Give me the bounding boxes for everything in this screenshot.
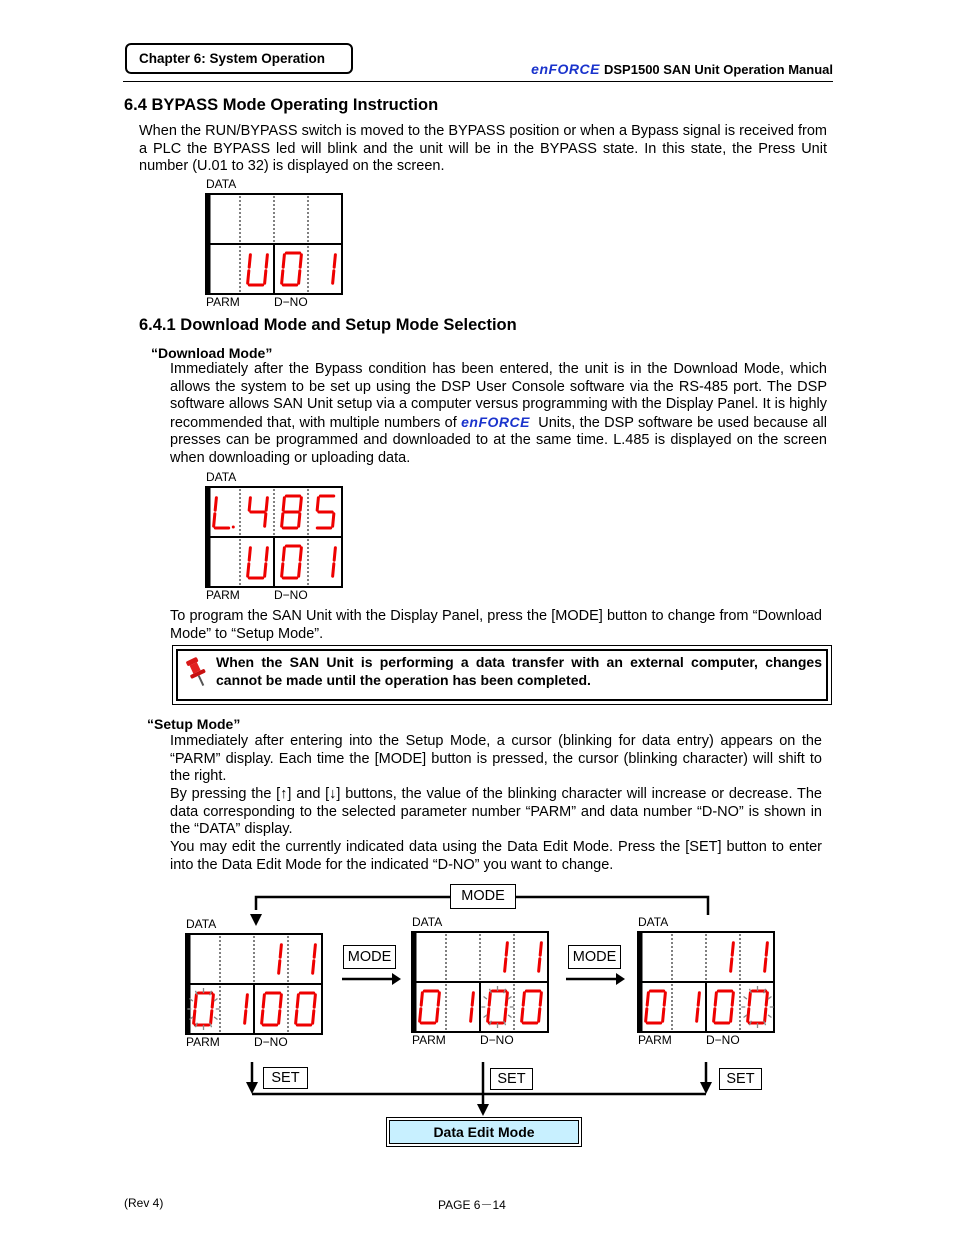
setup-mode-paragraph-1: Immediately after entering into the Setup Mode, a cursor (blinking for data entry) appears on the “PARM” display. Each time the [MODE] button is pressed, the cursor (blinking character) will shift to the right. bbox=[170, 733, 822, 784]
setup-display-step3 bbox=[632, 913, 782, 1053]
footer-page-number: PAGE 6－14 bbox=[438, 1198, 506, 1212]
parm-label: PARM bbox=[206, 588, 240, 602]
manual-name: DSP1500 SAN Unit Operation Manual bbox=[604, 62, 833, 77]
program-paragraph: To program the SAN Unit with the Display Panel, press the [MODE] button to change from “Download Mode” to “Setup Mode”. bbox=[170, 608, 822, 642]
set-label-3: SET bbox=[719, 1068, 762, 1090]
dno-label: D−NO bbox=[254, 1035, 288, 1049]
download-text-part2: Units, the DSP software be used because all presses can be programmed and downloaded to at the same time. L.485 is displayed on the screen when downloading or uploading data. bbox=[170, 414, 828, 466]
data-label: DATA bbox=[186, 917, 217, 931]
brand-logo: enFORCE bbox=[531, 61, 600, 77]
chapter-title-box: Chapter 6: System Operation bbox=[125, 43, 353, 74]
data-label: DATA bbox=[412, 915, 443, 929]
parm-label: PARM bbox=[638, 1033, 672, 1047]
parm-label: PARM bbox=[206, 295, 240, 309]
setup-mode-paragraph-2: By pressing the [↑] and [↓] buttons, the value of the blinking character will increase or decrease. The data corresponding to the selected parameter number “PARM” and data number “D-NO” is shown in the “DATA” display. bbox=[170, 786, 822, 837]
section-paragraph: When the RUN/BYPASS switch is moved to the BYPASS position or when a Bypass signal is received from a PLC the BYPASS led will blink and the unit will be in the BYPASS state. In this state, the Press Unit number (U.01 to 32) is displayed on the screen. bbox=[139, 123, 827, 174]
note-text: When the SAN Unit is performing a data transfer with an external computer, changes cannot be made until the operation has been completed. bbox=[216, 654, 822, 688]
setup-display-step1 bbox=[180, 915, 330, 1055]
setup-mode-paragraph-3: You may edit the currently indicated data using the Data Edit Mode. Press the [SET] button to enter into the Data Edit Mode for the indicated “D-NO” you want to change. bbox=[170, 839, 822, 873]
mode-label-top: MODE bbox=[450, 884, 516, 909]
data-label: DATA bbox=[638, 915, 669, 929]
mode-label-1: MODE bbox=[343, 945, 396, 969]
dno-label: D−NO bbox=[274, 588, 308, 602]
data-label: DATA bbox=[206, 470, 237, 484]
dno-label: D−NO bbox=[706, 1033, 740, 1047]
download-text-part1: Immediately after the Bypass condition has been entered, the unit is in the Download Mode, which allows the system to be set up using the DSP User Console software via the RS-485 port. The DSP software allows SAN Unit setup via a computer versus programming with the Display Panel. It is highly recommended that, with multiple numbers of bbox=[170, 361, 827, 431]
footer-revision: (Rev 4) bbox=[124, 1196, 164, 1210]
setup-display-step2 bbox=[406, 913, 556, 1053]
subsection-heading: 6.4.1 Download Mode and Setup Mode Selection bbox=[139, 316, 517, 334]
dno-label: D−NO bbox=[274, 295, 308, 309]
brand-logo-inline: enFORCE bbox=[461, 413, 530, 430]
set-label-1: SET bbox=[263, 1067, 308, 1089]
data-label: DATA bbox=[206, 177, 237, 191]
mode-label-2: MODE bbox=[568, 945, 621, 969]
data-edit-mode-box: Data Edit Mode bbox=[389, 1120, 579, 1144]
set-label-2: SET bbox=[490, 1068, 533, 1090]
parm-label: PARM bbox=[186, 1035, 220, 1049]
section-heading: 6.4 BYPASS Mode Operating Instruction bbox=[124, 96, 439, 114]
dno-label: D−NO bbox=[480, 1033, 514, 1047]
download-mode-title: “Download Mode” bbox=[151, 345, 273, 361]
parm-label: PARM bbox=[412, 1033, 446, 1047]
setup-mode-title: “Setup Mode” bbox=[147, 716, 241, 732]
